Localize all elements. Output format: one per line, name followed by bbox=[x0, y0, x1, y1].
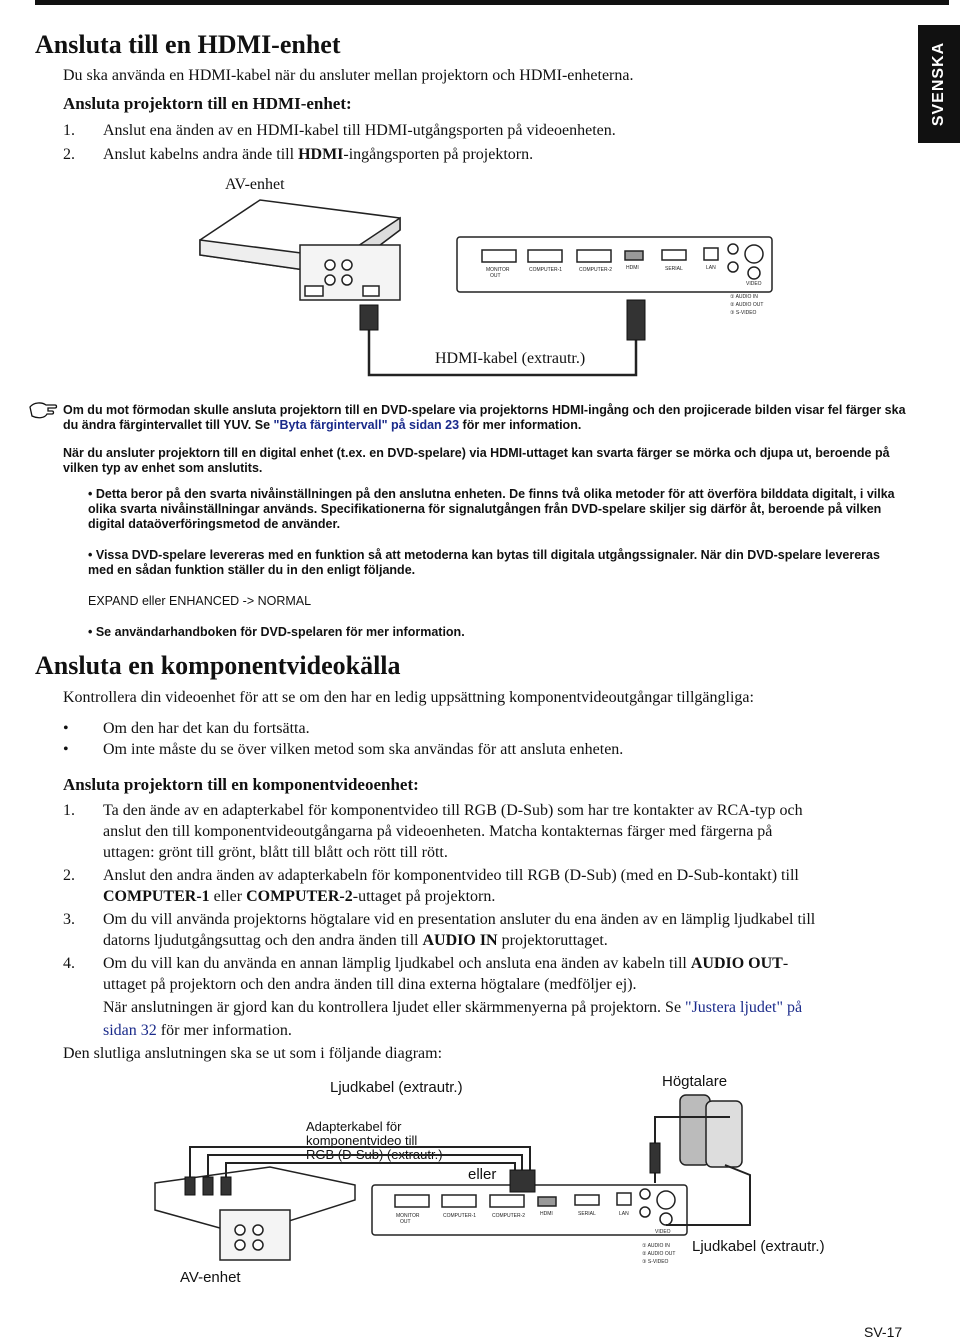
component-subtitle: Ansluta projektorn till en komponentvideoenhet: bbox=[63, 775, 419, 794]
hdmi-connection-diagram bbox=[190, 170, 790, 385]
svg-text:LAN: LAN bbox=[619, 1211, 629, 1217]
svg-text:SERIAL: SERIAL bbox=[665, 266, 683, 272]
svg-text:COMPUTER-1: COMPUTER-1 bbox=[443, 1213, 477, 1219]
note-bullet-3: • Se användarhandboken för DVD-spelaren för mer information. bbox=[88, 625, 465, 639]
page-number: SV-17 bbox=[864, 1324, 903, 1340]
hdmi-plug-left bbox=[360, 305, 378, 330]
language-label: SVENSKA bbox=[930, 41, 948, 127]
component-final-text: Den slutliga anslutningen ska se ut som i följande diagram: bbox=[63, 1045, 443, 1062]
note-bullet-2: • Vissa DVD-spelare levereras med en funktion så att metoderna kan bytas till digitala utgångssignaler. När din DVD-spelare levereras med en sådan funktion ställer du in den enligt följande. bbox=[88, 548, 880, 577]
svg-text:① AUDIO IN: ① AUDIO IN bbox=[730, 294, 758, 300]
svg-text:COMPUTER-2: COMPUTER-2 bbox=[579, 267, 613, 273]
audio-cable-right-label: Ljudkabel (extrautr.) bbox=[692, 1238, 825, 1255]
rca-plug-2 bbox=[203, 1177, 213, 1195]
svg-text:SERIAL: SERIAL bbox=[578, 1211, 596, 1217]
svg-text:LAN: LAN bbox=[706, 265, 716, 271]
svg-text:VIDEO: VIDEO bbox=[655, 1229, 671, 1235]
note-hand-icon bbox=[28, 399, 58, 421]
component-bullet-2: • Om inte måste du se över vilken metod som ska användas för att ansluta enheten. bbox=[63, 741, 624, 758]
svg-text:① AUDIO IN: ① AUDIO IN bbox=[642, 1243, 670, 1249]
hdmi-step-2: 2. Anslut kabelns andra ände till HDMI-ingångsporten på projektorn. bbox=[63, 146, 534, 163]
or-label: eller bbox=[468, 1166, 497, 1183]
link-justera-ljudet[interactable]: "Justera ljudet" på bbox=[685, 999, 803, 1016]
note-paragraph-1: Om du mot förmodan skulle ansluta projektorn till en DVD-spelare via projektorns HDMI-ingång och den projicerade bilden visar fel färger ska du ändra färgintervallet till YUV. Se "Byta färgintervall" på sidan 23 för mer information. bbox=[63, 403, 906, 432]
av-device-label: AV-enhet bbox=[225, 176, 285, 193]
speakers bbox=[680, 1095, 742, 1167]
top-rule bbox=[35, 0, 949, 5]
svg-text:MONITOR: MONITOR bbox=[396, 1213, 420, 1219]
svg-text:MONITOR: MONITOR bbox=[486, 267, 510, 273]
component-connection-diagram bbox=[150, 1065, 850, 1290]
audio-plug bbox=[650, 1143, 660, 1173]
svg-text:② AUDIO OUT: ② AUDIO OUT bbox=[730, 302, 764, 308]
av-device-label-2: AV-enhet bbox=[180, 1269, 241, 1286]
link-sidan-32[interactable]: sidan 32 bbox=[103, 1022, 157, 1039]
hdmi-subtitle: Ansluta projektorn till en HDMI-enhet: bbox=[63, 94, 352, 113]
hdmi-plug-right bbox=[627, 300, 645, 340]
speakers-label: Högtalare bbox=[662, 1073, 728, 1090]
svg-text:② AUDIO OUT: ② AUDIO OUT bbox=[642, 1251, 676, 1257]
component-bullet-1: • Om den har det kan du fortsätta. bbox=[63, 720, 310, 737]
svg-text:③ S-VIDEO: ③ S-VIDEO bbox=[642, 1259, 669, 1265]
projector-panel bbox=[457, 237, 772, 292]
note-expand-setting: EXPAND eller ENHANCED -> NORMAL bbox=[88, 594, 312, 608]
hdmi-intro: Du ska använda en HDMI-kabel när du ansluter mellan projektorn och HDMI-enheterna. bbox=[63, 67, 634, 84]
rca-plug-3 bbox=[221, 1177, 231, 1195]
hdmi-title: Ansluta till en HDMI-enhet bbox=[35, 30, 341, 59]
audio-cable-top-label: Ljudkabel (extrautr.) bbox=[330, 1079, 463, 1096]
av-device bbox=[200, 200, 400, 300]
component-intro: Kontrollera din videoenhet för att se om den har en ledig uppsättning komponentvideoutgångar tillgängliga: bbox=[63, 689, 754, 706]
rca-plug-1 bbox=[185, 1177, 195, 1195]
link-byta-fargintervall[interactable]: "Byta färgintervall" på sidan 23 bbox=[273, 418, 460, 432]
note-bullet-1: • Detta beror på den svarta nivåinställningen på den anslutna enheten. De finns två olika metoder för att överföra bilddata digitalt, i vilka olika svarta nivåinställningar används. Specifikationerna för signalutgången från DVD-spelare skiljer sig därför åt, beroende på vilken digital dataöverföringsmetod de använder. bbox=[88, 487, 895, 531]
component-steps: 1. Ta den ände av en adapterkabel för komponentvideo till RGB (D-Sub) som har tre kontakter av RCA-typ och anslut den till komponentvideoutgångarna på videoenheten. Matcha kontakternas färger med färgerna på uttagen: grönt till grönt, blått till blått och rött till rött. 2. Anslut den andra änden av adapterkabeln för komponentvideo till RGB (D-Sub) (med en D-Sub-kontakt) till COMPUTER-1 eller COMPUTER-2-uttaget på projektorn. 3. Om du vill använda projektorns högtalare vid en presentation ansluter du ena änden av en lämplig ljudkabel till datorns ljudutgångsuttag och den andra änden till AUDIO IN projektoruttaget. 4. Om du vill kan du använda en annan lämplig ljudkabel och ansluta ena änden av kabeln till AUDIO OUT- uttaget på projektorn och den andra änden till dina externa högtalare (medföljer ej). När anslutningen är gjord kan du kontrollera ljudet eller skärmmenyerna på projektorn. Se "Justera ljudet" på sidan 32 för mer information. bbox=[63, 802, 816, 1039]
dsub-plug bbox=[510, 1170, 535, 1192]
hdmi-step-1: 1. Anslut ena änden av en HDMI-kabel till HDMI-utgångsporten på videoenheten. bbox=[63, 122, 616, 139]
svg-text:HDMI: HDMI bbox=[540, 1211, 553, 1217]
adapter-label-2: komponentvideo till bbox=[306, 1133, 418, 1148]
svg-text:HDMI: HDMI bbox=[626, 265, 639, 271]
svg-text:COMPUTER-1: COMPUTER-1 bbox=[529, 267, 563, 273]
svg-text:COMPUTER-2: COMPUTER-2 bbox=[492, 1213, 526, 1219]
svg-text:VIDEO: VIDEO bbox=[746, 281, 762, 287]
svg-text:OUT: OUT bbox=[490, 273, 501, 279]
adapter-label-3: RGB (D-Sub) (extrautr.) bbox=[306, 1147, 443, 1162]
hdmi-cable-label: HDMI-kabel (extrautr.) bbox=[435, 350, 586, 367]
note-paragraph-2: När du ansluter projektorn till en digital enhet (t.ex. en DVD-spelare) via HDMI-uttaget kan svarta färger se mörka och djupa ut, beroende på vilken typ av enhet som anslutits. bbox=[63, 446, 890, 475]
svg-text:OUT: OUT bbox=[400, 1219, 411, 1225]
adapter-label-1: Adapterkabel för bbox=[306, 1119, 402, 1134]
component-title: Ansluta en komponentvideokälla bbox=[35, 651, 401, 680]
svg-text:③ S-VIDEO: ③ S-VIDEO bbox=[730, 310, 757, 316]
